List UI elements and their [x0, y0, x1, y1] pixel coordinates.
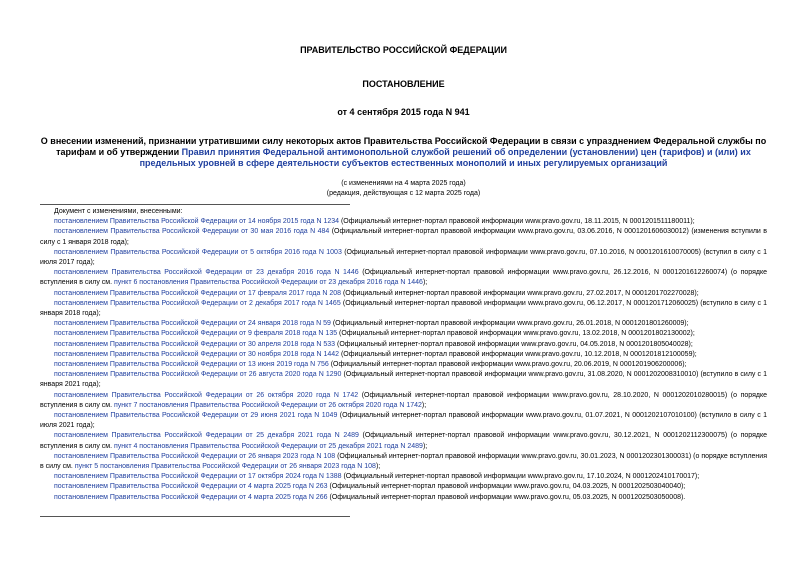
amendment-details: (Официальный интернет-портал правовой информации www.pravo.gov.ru, 10.12.2018, N 0001201812100059); — [339, 350, 697, 358]
amendment-link[interactable]: постановлением Правительства Российской Федерации от 26 января 2023 года N 108 — [54, 452, 336, 460]
amendment-link[interactable]: постановлением Правительства Российской Федерации от 4 марта 2025 года N 266 — [54, 493, 328, 501]
amendment-details: (Официальный интернет-портал правовой информации www.pravo.gov.ru, 13.02.2018, N 0001201802130002); — [337, 330, 695, 338]
amendment-link[interactable]: постановлением Правительства Российской Федерации от 29 июня 2021 года N 1049 — [54, 412, 338, 420]
amendment-details: (Официальный интернет-портал правовой информации www.pravo.gov.ru, 30.01.2023, N 0001202301300031) (о порядке вступления в силу см. — [40, 452, 768, 471]
amendment-item — [40, 319, 767, 329]
amendment-item — [40, 329, 767, 339]
amendment-details: (Официальный интернет-портал правовой информации www.pravo.gov.ru, 20.06.2019, N 0001201906200006); — [328, 361, 687, 369]
edition-changes-date: (с изменениями на 4 марта 2025 года) — [341, 180, 466, 187]
amendment-details: (Официальный интернет-портал правовой информации www.pravo.gov.ru, 26.12.2016, N 0001201612260074) (о порядке вступления в силу см. — [40, 269, 767, 287]
amendment-item — [40, 217, 767, 227]
amendment-details: (Официальный интернет-портал правовой информации www.pravo.gov.ru, 04.05.2018, N 0001201805040028); — [335, 340, 693, 348]
document-date-number: от 4 сентября 2015 года N 941 — [337, 107, 470, 117]
amendment-item — [40, 452, 767, 472]
amendment-item — [40, 340, 767, 350]
amendment-link[interactable]: постановлением Правительства Российской Федерации от 2 декабря 2017 года N 1465 — [54, 299, 341, 307]
amendment-link[interactable]: постановлением Правительства Российской Федерации от 17 октября 2024 года N 1388 — [54, 473, 342, 481]
edition-effective-date: (редакция, действующая с 12 марта 2025 года) — [326, 190, 481, 197]
amendment-details: (Официальный интернет-портал правовой информации www.pravo.gov.ru, 01.07.2021, N 0001202107010100) (вступило в силу с 1 июля 2021 года); — [40, 412, 768, 430]
amendment-item — [40, 299, 767, 319]
amendment-item — [40, 391, 767, 411]
amendment-link[interactable]: постановлением Правительства Российской Федерации от 13 июня 2019 года N 756 — [54, 361, 329, 369]
amendment-link[interactable]: постановлением Правительства Российской Федерации от 23 декабря 2016 года N 1446 — [54, 269, 359, 277]
amendment-item — [40, 493, 767, 503]
amendment-item — [40, 350, 767, 360]
amendment-link[interactable]: постановлением Правительства Российской Федерации от 30 мая 2016 года N 484 — [54, 228, 330, 236]
amendment-link[interactable]: постановлением Правительства Российской Федерации от 4 марта 2025 года N 263 — [54, 483, 328, 491]
amendment-link[interactable]: постановлением Правительства Российской Федерации от 14 ноября 2015 года N 1234 — [54, 218, 340, 226]
amendments-list — [40, 207, 767, 503]
edition-info — [0, 179, 807, 199]
amendments-intro: Документ с изменениями, внесенными: — [54, 208, 183, 215]
issuer-heading: ПРАВИТЕЛЬСТВО РОССИЙСКОЙ ФЕДЕРАЦИИ — [300, 45, 507, 55]
amendment-link[interactable]: постановлением Правительства Российской Федерации от 30 апреля 2018 года N 533 — [54, 340, 336, 348]
amendment-item — [40, 227, 767, 247]
amendment-link[interactable]: постановлением Правительства Российской Федерации от 25 декабря 2021 года N 2489 — [54, 432, 359, 440]
amendment-effective-clause-link[interactable]: пункт 7 постановления Правительства Российской Федерации от 26 октября 2020 года N 1742 — [114, 401, 422, 409]
amendment-details: (Официальный интернет-портал правовой информации www.pravo.gov.ru, 17.10.2024, N 0001202410170017); — [341, 473, 700, 481]
amendment-details: (Официальный интернет-портал правовой информации www.pravo.gov.ru, 04.03.2025, N 0001202503040040); — [327, 483, 686, 491]
amendment-details: (Официальный интернет-портал правовой информации www.pravo.gov.ru, 07.10.2016, N 0001201610070005) (вступил в силу с 1 июля 2017 года); — [40, 248, 768, 267]
amendment-item — [40, 411, 767, 431]
amendment-effective-clause-link[interactable]: пункт 5 постановления Правительства Российской Федерации от 26 января 2023 года N 108 — [74, 463, 376, 471]
amendment-details: (Официальный интернет-портал правовой информации www.pravo.gov.ru, 27.02.2017, N 0001201702270028); — [341, 289, 699, 297]
amendment-link[interactable]: постановлением Правительства Российской Федерации от 9 февраля 2018 года N 135 — [54, 330, 338, 338]
amendment-details: (Официальный интернет-портал правовой информации www.pravo.gov.ru, 31.08.2020, N 0001202008310010) (вступило в силу с 1 января 2021 года); — [40, 371, 767, 389]
amendment-details-end: ); — [375, 463, 381, 471]
amendment-item — [40, 360, 767, 370]
amendment-item — [40, 289, 767, 299]
amendment-details: (Официальный интернет-портал правовой информации www.pravo.gov.ru, 06.12.2017, N 0001201712060025) (вступило в силу с 1 января 2018 года); — [40, 299, 767, 318]
amendment-item — [40, 370, 767, 390]
amendment-details: (Официальный интернет-портал правовой информации www.pravo.gov.ru, 30.12.2021, N 0001202112300075) (о порядке вступления в силу см. — [40, 432, 768, 450]
title-rules-link[interactable]: Правил принятия Федеральной антимонопольной службой решений об определении (установлении) цен (тарифов) и (или) их предельных уровней в сфере деятельности субъектов естественных монополий и иных регулируемых организаций — [139, 147, 751, 168]
amendment-details: (Официальный интернет-портал правовой информации www.pravo.gov.ru, 26.01.2018, N 0001201801260009); — [330, 320, 689, 328]
amendment-link[interactable]: постановлением Правительства Российской Федерации от 24 января 2018 года N 59 — [54, 320, 331, 328]
amendment-item — [40, 268, 767, 288]
amendment-details-end: ); — [422, 279, 428, 287]
amendment-effective-clause-link[interactable]: пункт 6 постановления Правительства Российской Федерации от 23 декабря 2016 года N 1446 — [114, 279, 423, 287]
amendment-link[interactable]: постановлением Правительства Российской Федерации от 5 октября 2016 года N 1003 — [54, 248, 342, 256]
divider-bottom — [40, 516, 350, 517]
amendments-items — [40, 217, 767, 503]
amendment-details: (Официальный интернет-портал правовой информации www.pravo.gov.ru, 03.06.2016, N 0001201606030012) (изменения вступили в силу с 1 января 2018 года); — [40, 228, 767, 246]
amendment-item — [40, 431, 767, 451]
amendment-details: (Официальный интернет-портал правовой информации www.pravo.gov.ru, 18.11.2015, N 0001201511180011); — [339, 218, 695, 226]
amendment-link[interactable]: постановлением Правительства Российской Федерации от 17 февраля 2017 года N 208 — [54, 289, 341, 297]
amendment-link[interactable]: постановлением Правительства Российской Федерации от 30 ноября 2018 года N 1442 — [54, 350, 340, 358]
amendment-link[interactable]: постановлением Правительства Российской Федерации от 26 августа 2020 года N 1290 — [54, 371, 342, 379]
amendment-details: (Официальный интернет-портал правовой информации www.pravo.gov.ru, 05.03.2025, N 0001202503050008). — [327, 493, 686, 501]
amendment-details: (Официальный интернет-портал правовой информации www.pravo.gov.ru, 28.10.2020, N 0001202010280015) (о порядке вступления в силу см. — [40, 391, 767, 409]
amendment-link[interactable]: постановлением Правительства Российской Федерации от 26 октября 2020 года N 1742 — [54, 391, 359, 399]
divider-top — [40, 204, 350, 205]
amendment-effective-clause-link[interactable]: пункт 4 постановления Правительства Российской Федерации от 25 декабря 2021 года N 2489 — [114, 442, 423, 450]
title-plain-text: О внесении изменений, признании утратившими силу некоторых актов Правительства Российской Федерации в связи с упразднением Федеральной службы по тарифам и об утверждении — [40, 136, 767, 157]
document-type-heading: ПОСТАНОВЛЕНИЕ — [362, 79, 445, 89]
amendment-details-end: ); — [421, 401, 427, 409]
document-title — [40, 136, 767, 169]
amendment-item — [40, 248, 767, 268]
amendment-details-end: ); — [422, 442, 428, 450]
amendment-item — [40, 482, 767, 492]
amendment-item — [40, 472, 767, 482]
